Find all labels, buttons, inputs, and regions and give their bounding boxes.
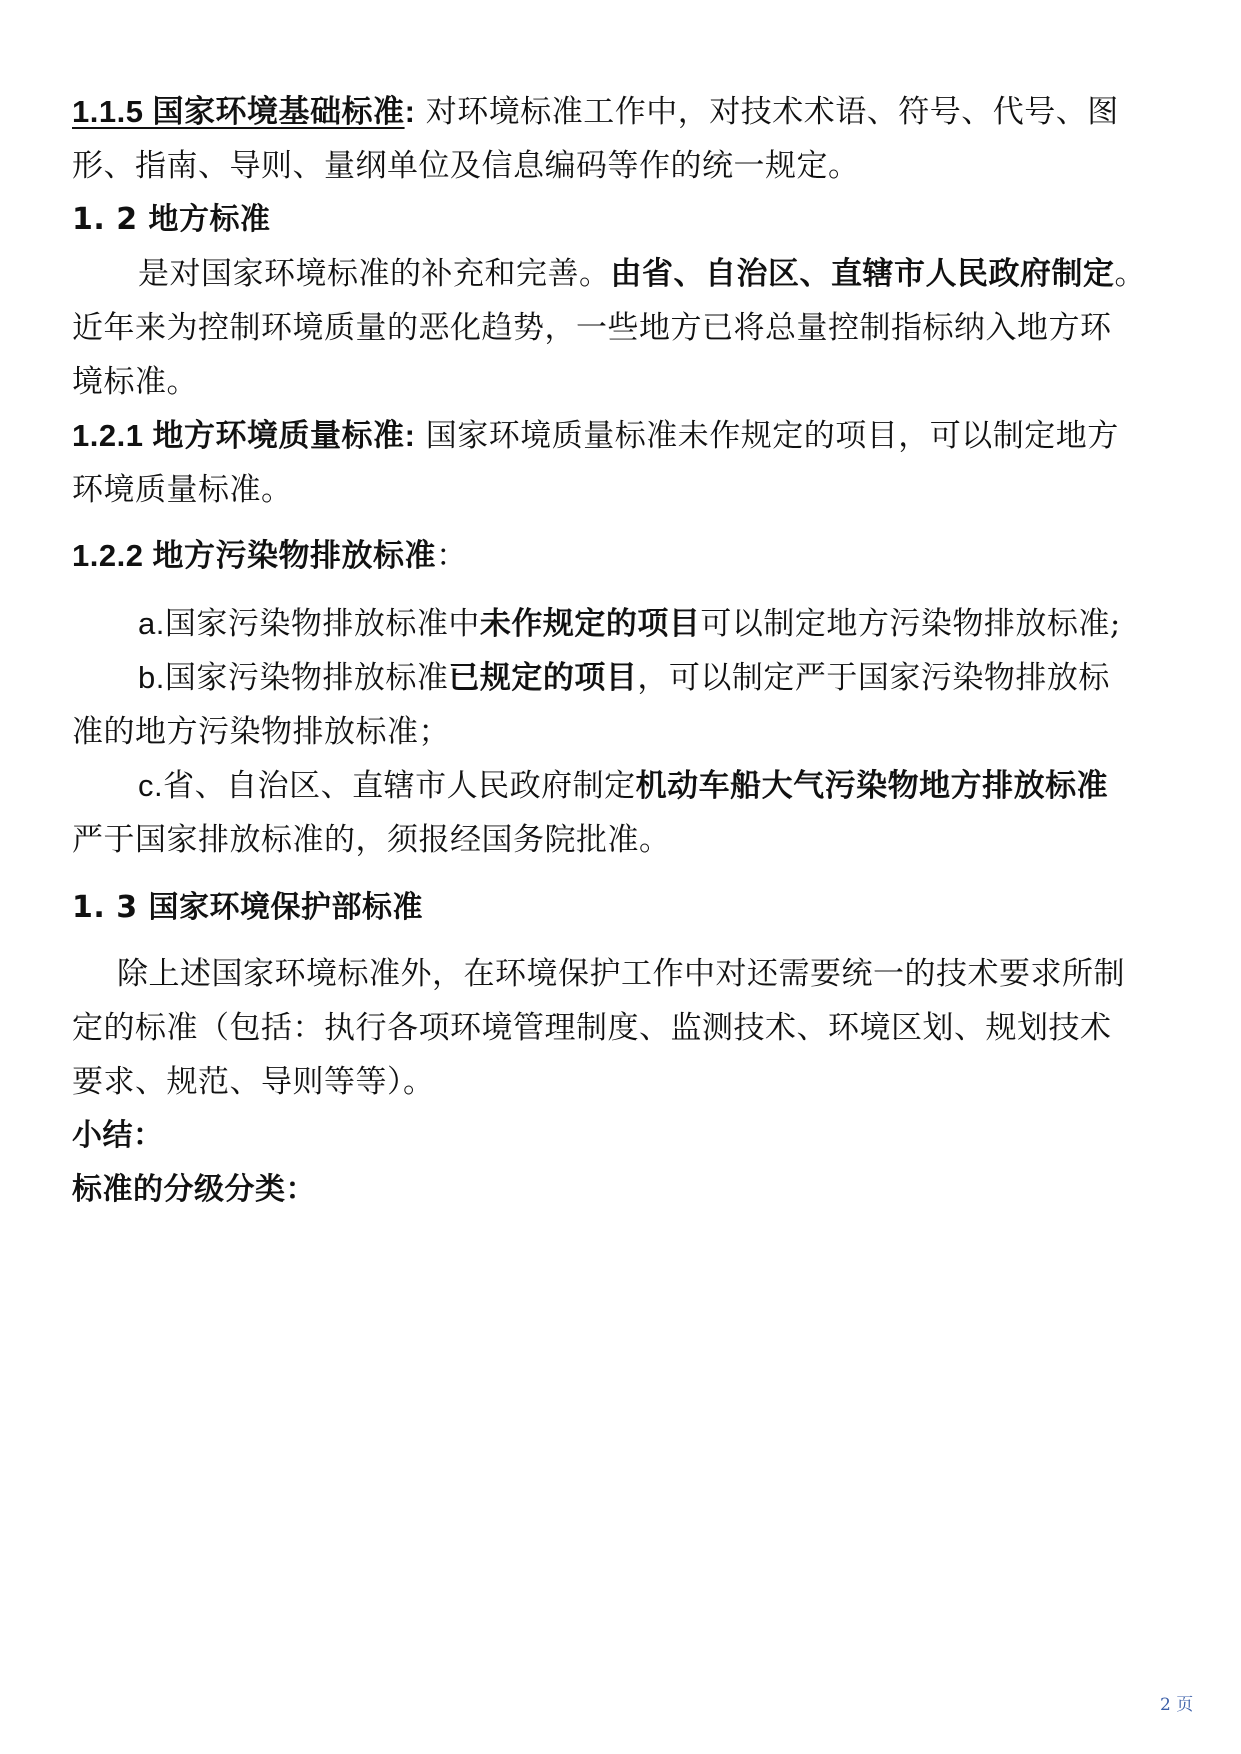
section-1-1-5-text-1: 对环境标准工作中，对技术术语、符号、代号、图 xyxy=(415,94,1119,130)
section-1-2-1-line-1 xyxy=(72,416,1172,456)
section-1-2-paragraph-line-3 xyxy=(72,362,1172,402)
section-1-2-text-3: 境标准。 xyxy=(72,364,198,400)
section-1-2-1-line-2 xyxy=(72,470,1172,510)
section-1-2-paragraph-line-2 xyxy=(72,308,1172,348)
section-1-2-text-a: 是对国家环境标准的补充和完善。 xyxy=(138,256,611,292)
item-c-bold: 机动车船大气污染物地方排放标准 xyxy=(635,768,1109,804)
section-1-2-1-colon: : xyxy=(404,418,416,453)
item-b-bold: 已规定的项目 xyxy=(448,660,638,696)
section-1-3-text-1: 除上述国家环境标准外，在环境保护工作中对还需要统一的技术要求所制 xyxy=(117,956,1125,992)
section-1-3-line-2 xyxy=(72,1008,1172,1048)
section-1-3-line-1 xyxy=(117,954,1217,994)
section-1-3-line-3 xyxy=(72,1062,1172,1102)
item-a-text-2: 可以制定地方污染物排放标准; xyxy=(700,606,1121,642)
section-1-1-5-text-2: 形、指南、导则、量纲单位及信息编码等作的统一规定。 xyxy=(72,148,860,184)
section-1-2-heading: 1. 2 地方标准 xyxy=(72,202,271,237)
item-c-line-1 xyxy=(138,766,1238,806)
item-b-line-2 xyxy=(72,712,1172,752)
item-b-text-2: ，可以制定严于国家污染物排放标 xyxy=(637,660,1110,696)
item-c-prefix: c. xyxy=(138,768,164,803)
section-1-3-text-3: 要求、规范、导则等等）。 xyxy=(72,1064,435,1100)
section-1-2-text-c: 。 xyxy=(1114,256,1146,292)
item-a-bold: 未作规定的项目 xyxy=(479,606,701,642)
section-1-2-1-text-2: 环境质量标准。 xyxy=(72,472,293,508)
section-1-1-5-line-2 xyxy=(72,146,1172,186)
section-1-3-text-2: 定的标准（包括：执行各项环境管理制度、监测技术、环境区划、规划技术 xyxy=(72,1010,1112,1046)
summary-subtitle: 标准的分级分类： xyxy=(72,1172,316,1207)
section-1-1-5-label: 1.1.5 国家环境基础标准 xyxy=(72,94,405,129)
section-1-2-2-heading-line xyxy=(72,536,1172,576)
item-c-line-2 xyxy=(72,820,1172,860)
section-1-2-1-text-1: 国家环境质量标准未作规定的项目，可以制定地方 xyxy=(415,418,1119,454)
summary-title: 小结： xyxy=(72,1118,164,1153)
item-a-prefix: a. xyxy=(138,606,165,641)
item-a-line xyxy=(138,604,1238,644)
page-number: 2 页 xyxy=(1160,1695,1194,1715)
item-c-text-1: 省、自治区、直辖市人民政府制定 xyxy=(163,768,636,804)
item-b-prefix: b. xyxy=(138,660,165,695)
item-b-text-3: 准的地方污染物排放标准； xyxy=(72,714,450,750)
section-1-2-text-2: 近年来为控制环境质量的恶化趋势，一些地方已将总量控制指标纳入地方环 xyxy=(72,310,1112,346)
section-1-2-bold-text: 由省、自治区、直辖市人民政府制定 xyxy=(610,256,1115,292)
item-b-text-1: 国家污染物排放标准 xyxy=(164,660,449,696)
section-1-3-heading: 1. 3 国家环境保护部标准 xyxy=(72,890,424,925)
item-b-line-1 xyxy=(138,658,1238,698)
section-1-2-paragraph-line-1 xyxy=(138,254,1238,294)
item-a-text-1: 国家污染物排放标准中 xyxy=(164,606,480,642)
section-1-1-5-line-1 xyxy=(72,92,1172,132)
section-1-2-2-heading: 1.2.2 地方污染物排放标准 xyxy=(72,538,437,573)
section-1-2-2-colon: ： xyxy=(436,538,468,574)
section-1-2-1-label: 1.2.1 地方环境质量标准 xyxy=(72,418,405,453)
section-1-1-5-colon: : xyxy=(404,94,416,129)
item-c-text-2: 严于国家排放标准的，须报经国务院批准。 xyxy=(72,822,671,858)
